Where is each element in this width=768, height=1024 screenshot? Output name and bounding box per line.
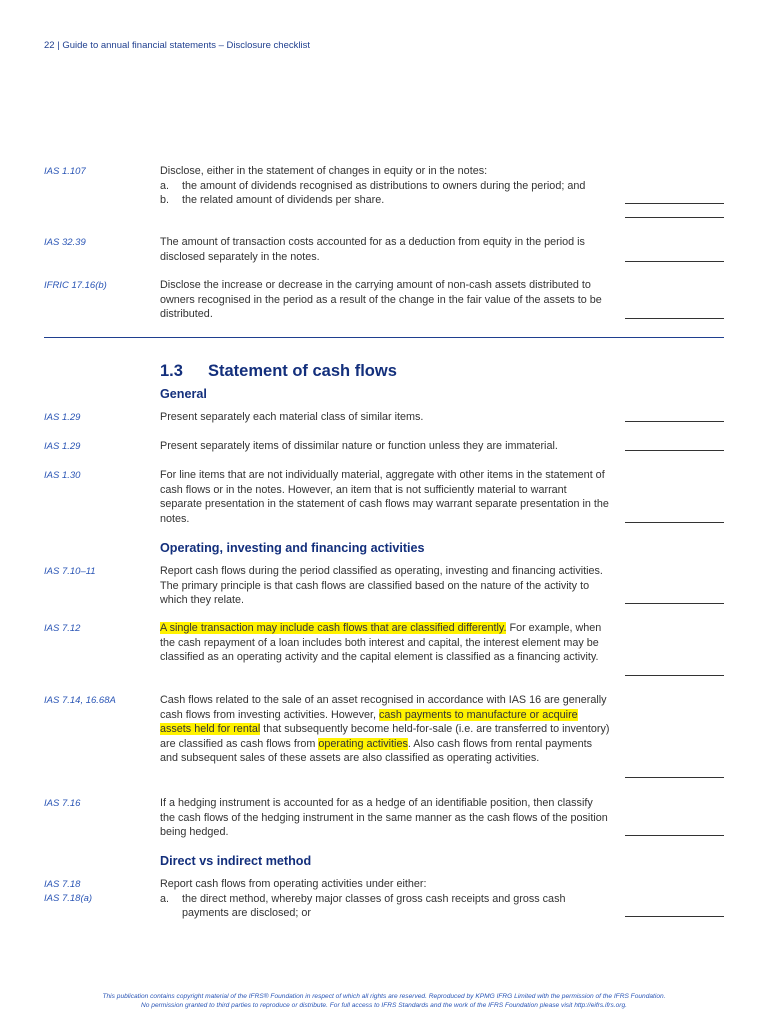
answer-line[interactable] [625, 835, 724, 836]
answer-line[interactable] [625, 675, 724, 676]
checklist-item-ias-7-16: If a hedging instrument is accounted for as a hedge of an identifiable position, then classify the cash flows of the hedging instrument in the same manner as the cash flows of the position being hedged. [160, 797, 608, 839]
checklist-item-ias-1-30: For line items that are not individually material, aggregate with other items in the statement of cash flows or in the notes. However, an item that is not sufficiently material to warrant separate presentation in the statement of cash flows may warrant separate presentation in the notes. [160, 469, 609, 525]
page-header: 22 | Guide to annual financial statements – Disclosure checklist [44, 40, 310, 51]
item-intro: Disclose, either in the statement of changes in equity or in the notes: [160, 165, 488, 177]
reference-ias-7-14: IAS 7.14, 16.68A [44, 695, 116, 706]
item-text: For example, when the cash repayment of a loan includes both interest and capital, the interest element may be classified as an operating activity and the capital element is classified as a financing activity. [160, 622, 602, 664]
reference-ias-7-10-11: IAS 7.10–11 [44, 566, 96, 577]
footer-line: No permission granted to third parties to reproduce or distribute. For full access to IFRS Standards and the work of the IFRS Foundation please visit http://eifrs.ifrs.org. [141, 1002, 627, 1009]
answer-line[interactable] [625, 522, 724, 523]
highlighted-text: operating activities [318, 737, 408, 750]
reference-ias-1-29: IAS 1.29 [44, 412, 81, 423]
reference-ifric-17-16b: IFRIC 17.16(b) [44, 280, 107, 291]
subheading-general: General [160, 387, 207, 401]
reference-ias-7-12: IAS 7.12 [44, 623, 81, 634]
item-text: . Also cash flows from rental payments and subsequent sales of these assets are also classified as operating activities. [160, 737, 593, 765]
reference-ias-1-29: IAS 1.29 [44, 441, 81, 452]
checklist-item-ias-7-10-11: Report cash flows during the period classified as operating, investing and financing activities. The primary principle is that cash flows are classified based on the nature of the activity to which they relate. [160, 565, 603, 607]
checklist-item-ias-7-14 [160, 693, 610, 766]
highlighted-text: cash payments to manufacture or acquire assets held for rental [160, 708, 578, 736]
answer-line[interactable] [625, 421, 724, 422]
reference-ias-1-30: IAS 1.30 [44, 470, 81, 481]
item-text: Cash flows related to the sale of an asset recognised in accordance with IAS 16 are generally cash flows from investing activities. However, [160, 694, 607, 721]
answer-line[interactable] [625, 203, 724, 204]
checklist-item-ias-1-107 [160, 164, 610, 208]
list-item [160, 892, 610, 921]
answer-line[interactable] [625, 450, 724, 451]
checklist-item-ias-7-18 [160, 877, 610, 921]
answer-line[interactable] [625, 217, 724, 218]
section-title: Statement of cash flows [208, 362, 397, 380]
reference-ias-7-18a: IAS 7.18(a) [44, 893, 93, 904]
item-text: that subsequently become held-for-sale (i.e. are transferred to inventory) are classified as cash flows from [160, 723, 610, 750]
reference-ias-7-16: IAS 7.16 [44, 798, 81, 809]
list-text: the related amount of dividends per share. [182, 194, 385, 207]
answer-line[interactable] [625, 603, 724, 604]
subheading-direct-vs-indirect: Direct vs indirect method [160, 854, 312, 868]
list-text: the amount of dividends recognised as distributions to owners during the period; and [182, 179, 586, 192]
reference-ias-7-18: IAS 7.18 [44, 879, 81, 890]
subheading-operating-investing-financing: Operating, investing and financing activities [160, 541, 425, 555]
reference-ias-32-39: IAS 32.39 [44, 237, 86, 248]
section-heading [160, 362, 397, 381]
section-divider [44, 337, 724, 338]
list-text: the direct method, whereby major classes of gross cash receipts and gross cash payments are disclosed; or [182, 892, 566, 920]
highlighted-text: A single transaction may include cash flows that are classified differently. [160, 622, 507, 634]
checklist-item-ifric-17-16b: Disclose the increase or decrease in the carrying amount of non-cash assets distributed to owners recognised in the period as a result of the change in the fair value of the assets to be distributed. [160, 279, 602, 321]
footer-line: This publication contains copyright material of the IFRS® Foundation in respect of which all rights are reserved. Reproduced by KPMG IFRG Limited with the permission of the IFRS Foundation. [102, 993, 666, 1000]
list-marker: a. [160, 892, 170, 905]
copyright-footer [0, 992, 768, 1010]
section-number: 1.3 [160, 362, 183, 380]
item-intro: Report cash flows from operating activities under either: [160, 878, 427, 890]
list-marker: a. [160, 179, 170, 192]
list-item [160, 179, 610, 194]
reference-ias-1-107: IAS 1.107 [44, 166, 86, 177]
answer-line[interactable] [625, 261, 724, 262]
list-marker: b. [160, 194, 170, 207]
checklist-item-ias-1-29-a: Present separately each material class of similar items. [160, 411, 424, 423]
answer-line[interactable] [625, 318, 724, 319]
answer-line[interactable] [625, 916, 724, 917]
checklist-item-ias-32-39: The amount of transaction costs accounted for as a deduction from equity in the period is disclosed separately in the notes. [160, 236, 585, 263]
answer-line[interactable] [625, 777, 724, 778]
checklist-item-ias-7-12 [160, 621, 610, 665]
list-item [160, 193, 610, 208]
checklist-item-ias-1-29-b: Present separately items of dissimilar nature or function unless they are immaterial. [160, 440, 558, 452]
